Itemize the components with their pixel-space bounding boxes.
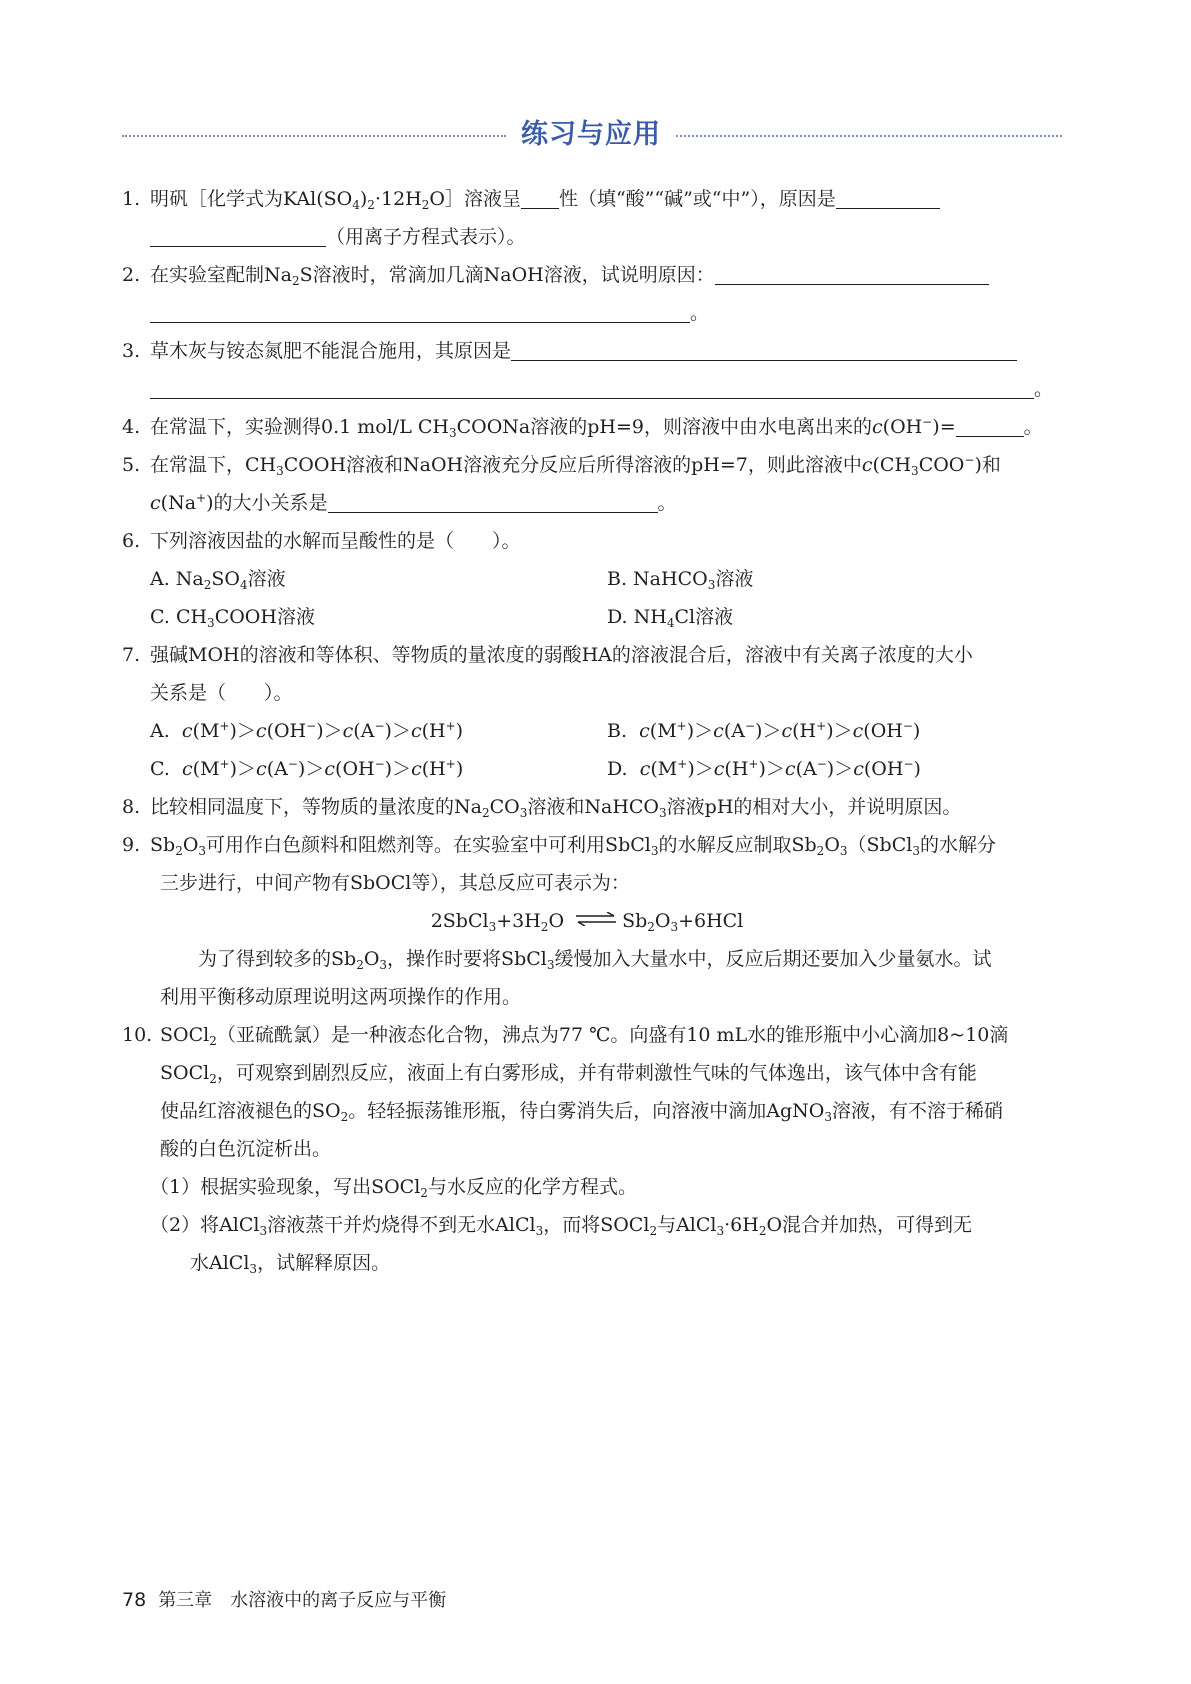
question-text: 利用平衡移动原理说明这两项操作的作用。: [160, 986, 522, 1008]
question-text: $Sb_2O_3$可用作白色颜料和阻燃剂等。在实验室中可利用SbCl$_3$的水解反应制取$Sb_2O_3(SbCl_3$的水解分: [150, 834, 996, 858]
answer-blank[interactable]: [150, 374, 1034, 399]
chemical-equation: $2SbCl_3+3H_2O$ $Sb_2O_3+6HCl$: [430, 910, 744, 934]
option-a[interactable]: A. $Na_2SO_4$溶液: [150, 568, 286, 592]
question-4: [122, 408, 1064, 446]
question-10: [122, 1016, 1064, 1168]
sub-question-1: （1）根据实验现象，写出SOCl$_2$与水反应的化学方程式。: [150, 1176, 637, 1200]
question-stem: 关系是（ ）。: [150, 682, 293, 704]
header-dotted-rule-left: [122, 135, 506, 137]
question-stem: 强碱MOH的溶液和等体积、等物质的量浓度的弱酸HA的溶液混合后，溶液中有关离子浓度的大小: [150, 644, 973, 666]
question-number: 8.: [122, 796, 141, 818]
question-number: 5.: [122, 454, 141, 476]
page-number: 78: [122, 1589, 147, 1611]
question-1: [122, 180, 1064, 256]
page-footer: [122, 1586, 446, 1612]
question-number: 6.: [122, 530, 141, 552]
section-title: 练习与应用: [521, 119, 661, 150]
question-text: 比较相同温度下，等物质的量浓度的$Na_2CO_3$溶液和NaHCO$_3$溶液pH的相对大小，并说明原因。: [150, 796, 962, 820]
question-2: [122, 256, 1064, 332]
question-number: 9.: [122, 834, 141, 856]
answer-blank[interactable]: [836, 184, 940, 209]
question-text: 在实验室配制$Na_2S$溶液时，常滴加几滴NaOH溶液，试说明原因：: [150, 256, 1064, 294]
header-dotted-rule-right: [676, 135, 1062, 137]
question-text: 酸的白色沉淀析出。: [160, 1138, 332, 1160]
question-9: [122, 826, 1064, 1016]
question-stem: 下列溶液因盐的水解而呈酸性的是（ ）。: [150, 530, 521, 552]
question-number: 7.: [122, 644, 141, 666]
question-text: SOCl$_2$，可观察到剧烈反应，液面上有白雾形成，并有带刺激性气味的气体逸出，该气体中含有能: [160, 1062, 977, 1086]
question-text: 在常温下，实验测得0.1 mol/L $CH_3COONa$溶液的pH=9，则溶液中由水电离出来的c(OH−)= 。: [150, 408, 1064, 446]
question-number: 1.: [122, 188, 141, 210]
option-b[interactable]: B. c(M+)＞c(A−)＞c(H+)＞c(OH−): [607, 719, 921, 742]
question-text: 为了得到较多的$Sb_2O_3$，操作时要将SbCl$_3$缓慢加入大量水中，反应后期还要加入少量氨水。试: [198, 948, 992, 972]
question-text: 草木灰与铵态氮肥不能混合施用，其原因是: [150, 332, 1064, 370]
question-text: 在常温下，$CH_3COOH$溶液和NaOH溶液充分反应后所得溶液的pH=7，则此溶液中$c(CH_3COO^-)$和: [150, 453, 1001, 478]
question-text: 使品红溶液褪色的$SO_2$。轻轻振荡锥形瓶，待白雾消失后，向溶液中滴加AgNO$_3$溶液，有不溶于稀硝: [160, 1100, 1003, 1124]
answer-blank[interactable]: [521, 184, 559, 209]
question-text: 明矾［化学式为$KAl(SO_4)_2\cdot 12H_2O]$溶液呈 性（填“酸”“碱”或“中”），原因是: [150, 180, 1064, 218]
question-7: [122, 636, 1064, 788]
answer-blank[interactable]: [150, 222, 326, 247]
section-header: [122, 108, 1062, 164]
question-number: 3.: [122, 340, 141, 362]
sub-question-2: （2）将AlCl$_3$溶液蒸干并灼烧得不到无水AlCl$_3$，而将SOCl$_2$与$AlCl_3\cdot 6H_2O$混合并加热，可得到无 水AlCl$_3$，试解释原因。: [150, 1214, 973, 1276]
option-b[interactable]: B. NaHCO$_3$溶液: [607, 568, 754, 592]
question-text: 。: [150, 294, 1064, 332]
option-d[interactable]: D. c(M+)＞c(H+)＞c(A−)＞c(OH−): [607, 757, 921, 780]
option-a[interactable]: A. c(M+)＞c(OH−)＞c(A−)＞c(H+): [150, 719, 464, 742]
option-c[interactable]: C. $CH_3COOH$溶液: [150, 606, 315, 630]
options: [150, 560, 1064, 636]
question-text: c(Na+)的大小关系是 。: [150, 484, 1064, 522]
answer-blank[interactable]: [956, 412, 1024, 437]
answer-blank[interactable]: [511, 336, 1017, 361]
options: [150, 712, 1064, 788]
chapter-title: 第三章 水溶液中的离子反应与平衡: [158, 1590, 447, 1611]
answer-blank[interactable]: [150, 298, 690, 323]
exercise-list: [122, 180, 1064, 1282]
answer-blank[interactable]: [328, 488, 658, 513]
question-8: [122, 788, 1064, 826]
question-3: [122, 332, 1064, 408]
question-text: 三步进行，中间产物有SbOCl等），其总反应可表示为：: [160, 872, 630, 894]
question-6: [122, 522, 1064, 636]
question-5: [122, 446, 1064, 522]
option-d[interactable]: D. $NH_4Cl$溶液: [607, 606, 734, 630]
option-c[interactable]: C. c(M+)＞c(A−)＞c(OH−)＞c(H+): [150, 757, 464, 780]
question-number: 10.: [122, 1024, 153, 1046]
question-number: 4.: [122, 416, 141, 438]
question-number: 2.: [122, 264, 141, 286]
question-text: （用离子方程式表示）。: [150, 218, 1064, 256]
question-text: SOCl$_2$（亚硫酰氯）是一种液态化合物，沸点为77 ℃。向盛有10 mL水的锥形瓶中小心滴加8~10滴: [160, 1024, 1009, 1048]
answer-blank[interactable]: [715, 260, 989, 285]
question-text: 。: [150, 370, 1064, 408]
equilibrium-arrow-icon: [574, 912, 618, 926]
